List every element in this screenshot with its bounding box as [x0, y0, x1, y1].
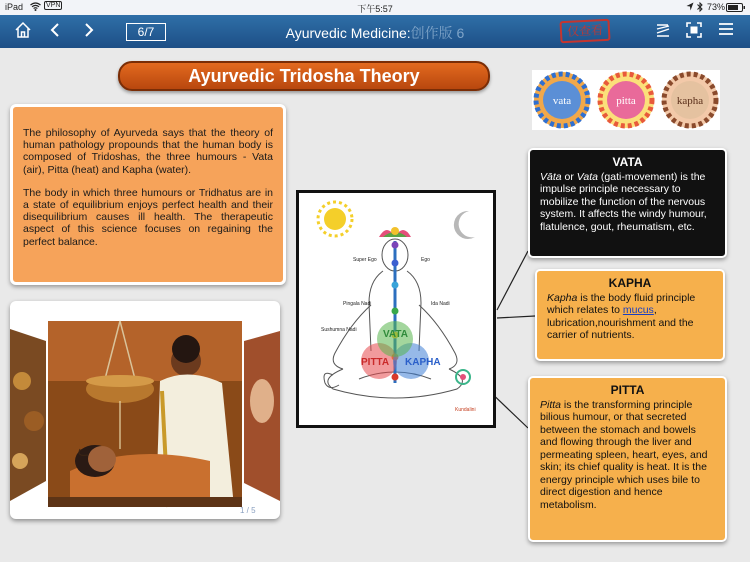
vata-card-heading: VATA	[612, 155, 643, 169]
battery-icon	[726, 3, 746, 14]
pitta-term: Pitta	[540, 398, 562, 411]
vata-term-2: Vata	[576, 170, 598, 183]
label-kapha: KAPHA	[405, 357, 441, 368]
document-title-suffix: 创作版 6	[410, 25, 465, 41]
page-content	[0, 48, 750, 562]
pitta-card	[528, 376, 727, 542]
mucus-link[interactable]: mucus	[622, 304, 654, 316]
intro-text-box	[10, 104, 286, 285]
tridosha-diagram	[296, 190, 496, 428]
label-sushumna: Sushumna Nadi	[321, 327, 357, 333]
label-kundalini: Kundalini	[455, 407, 476, 413]
view-only-stamp: 仅查看	[559, 19, 610, 44]
pitta-body: is the transforming principle bilious humour, or that secreted between the stomach and bowels and flowing through the liver and permeating spleen, heart, eyes, and skin; its chief quality is heat. It is the energy principle which uses bile to direct digestion and hence metabolism.	[540, 398, 708, 511]
vata-card-text	[540, 171, 715, 234]
vata-body: (gati-movement) is the impulse principle necessary to mobilize the function of the nervous system. It affects the windy humour, flatulence, gout, rheumatism, etc.	[540, 170, 707, 233]
menu-icon[interactable]	[718, 21, 734, 41]
label-ida: Ida Nadi	[431, 301, 450, 307]
pitta-badge	[598, 72, 654, 128]
slide-counter: 1 / 5	[240, 506, 256, 515]
kapha-body-1: is the body fluid principle which relates to	[547, 291, 696, 316]
vata-badge	[534, 72, 590, 128]
bluetooth-icon	[697, 2, 703, 14]
top-nav-bar	[0, 15, 750, 48]
fullscreen-icon[interactable]	[685, 21, 703, 43]
kapha-term: Kapha	[547, 291, 578, 304]
moon-icon	[454, 211, 475, 239]
pitta-badge-label: pitta	[616, 95, 636, 107]
kapha-badge-label: kapha	[676, 95, 704, 107]
label-vata: VATA	[383, 329, 408, 340]
gallery-image	[10, 301, 280, 519]
kapha-body-2: , lubrication,nourishment and the carrier of nutrients.	[547, 304, 694, 341]
kapha-badge	[662, 72, 718, 128]
clock: 下午5:57	[357, 4, 393, 14]
intro-paragraph-2: The body in which three humours or Tridhatus are in a state of equilibrium enjoys perfect health and their disequilibrium causes ill health. The therapeutic aspect of this science focuses on regaining the perfect balance.	[23, 186, 273, 248]
vpn-badge: VPN	[46, 2, 61, 9]
location-icon	[686, 2, 694, 13]
label-super-ego: Super Ego	[353, 257, 377, 263]
annotate-icon[interactable]	[654, 21, 672, 43]
battery-percent: 73%	[707, 2, 726, 12]
kapha-card-heading: KAPHA	[608, 276, 652, 290]
label-ego: Ego	[421, 257, 430, 263]
document-title-main: Ayurvedic Medicine:	[285, 25, 411, 41]
photo-gallery[interactable]	[10, 301, 280, 519]
kapha-card	[535, 269, 725, 361]
document-title	[0, 23, 750, 43]
vata-badge-label: vata	[552, 95, 572, 107]
intro-paragraph-1: The philosophy of Ayurveda says that the theory of human pathology propounds that the human body is composed of Tridoshas, the three humours - Vata (air), Pitta (heat) and Kapha (water).	[23, 127, 273, 176]
pitta-card-text	[540, 399, 715, 512]
dosha-badges	[532, 70, 720, 130]
vata-term-1: Vāta	[540, 170, 562, 183]
page-indicator[interactable]: 6/7	[126, 23, 166, 41]
device-label: iPad	[5, 2, 24, 12]
label-pitta: PITTA	[361, 357, 390, 368]
label-pingala: Pingala Nadi	[343, 301, 372, 307]
vata-or: or	[561, 170, 577, 183]
status-bar	[0, 0, 750, 15]
pitta-card-heading: PITTA	[610, 383, 645, 397]
sun-icon	[318, 202, 352, 236]
lotus-crown-icon	[379, 227, 411, 237]
page-title: Ayurvedic Tridosha Theory	[118, 61, 490, 91]
kapha-card-text	[547, 292, 713, 342]
vata-card	[528, 148, 727, 258]
